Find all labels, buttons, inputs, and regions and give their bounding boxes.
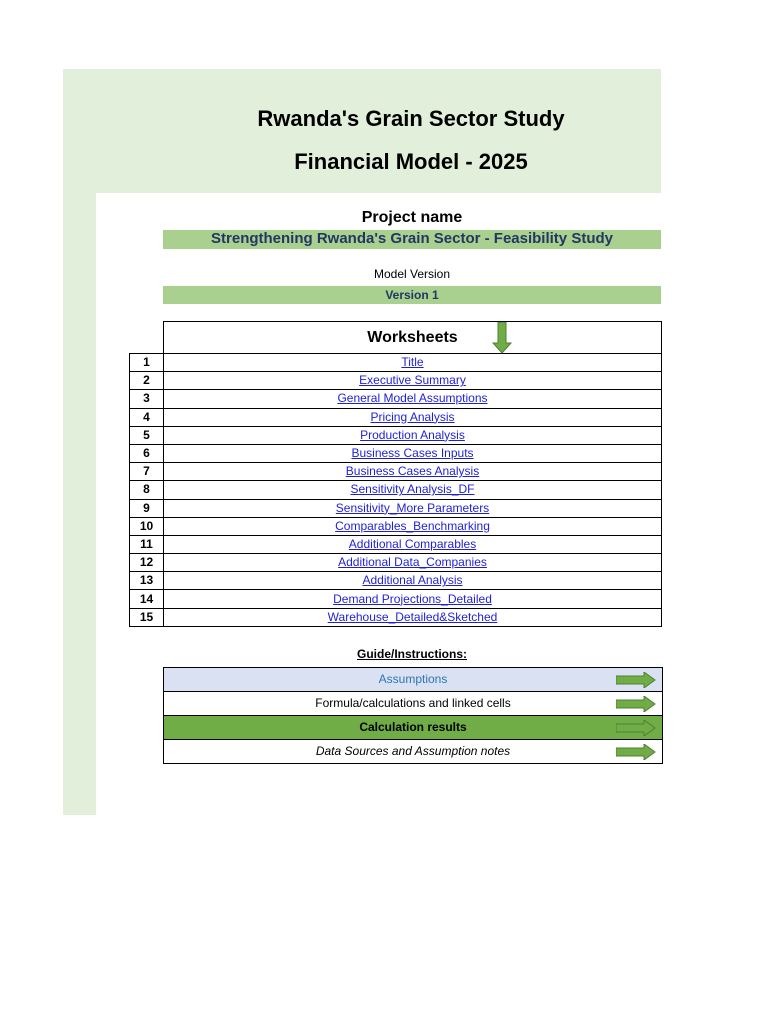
worksheet-row — [130, 535, 662, 553]
page-title: Rwanda's Grain Sector Study — [257, 106, 565, 131]
worksheet-number: 11 — [130, 535, 164, 553]
worksheet-link-cell — [164, 554, 662, 572]
worksheet-link[interactable]: Additional Data_Companies — [338, 555, 487, 570]
guide-row — [164, 692, 662, 716]
worksheets-header-row — [130, 322, 662, 354]
worksheet-number: 4 — [130, 408, 164, 426]
worksheet-link-cell — [164, 426, 662, 444]
worksheets-header — [164, 322, 662, 354]
arrow-right-icon — [616, 696, 656, 712]
worksheet-row — [130, 408, 662, 426]
worksheet-link-cell — [164, 481, 662, 499]
worksheet-row — [130, 608, 662, 626]
worksheet-link-cell — [164, 372, 662, 390]
worksheet-link-cell — [164, 572, 662, 590]
worksheet-link-cell — [164, 590, 662, 608]
arrow-down-icon — [492, 322, 512, 354]
project-name-value: Strengthening Rwanda's Grain Sector - Feasibility Study — [163, 230, 661, 249]
guide-label: Calculation results — [359, 720, 467, 734]
left-margin-band — [63, 193, 96, 815]
worksheet-row — [130, 444, 662, 462]
worksheet-row — [130, 463, 662, 481]
worksheet-row — [130, 554, 662, 572]
guide-label: Assumptions — [378, 672, 448, 686]
worksheet-number: 2 — [130, 372, 164, 390]
guide-title: Guide/Instructions: — [356, 647, 467, 661]
worksheet-link-cell — [164, 354, 662, 372]
model-version-label: Model Version — [373, 267, 451, 281]
worksheet-number: 14 — [130, 590, 164, 608]
worksheet-number: 1 — [130, 354, 164, 372]
worksheet-link[interactable]: Sensitivity_More Parameters — [335, 500, 490, 515]
worksheet-link[interactable]: Additional Comparables — [348, 536, 477, 551]
guide-row — [164, 716, 662, 740]
worksheet-number: 6 — [130, 444, 164, 462]
guide-row — [164, 668, 662, 692]
guide-legend — [163, 667, 663, 764]
worksheet-link-cell — [164, 517, 662, 535]
worksheet-link-cell — [164, 535, 662, 553]
worksheet-link[interactable]: Comparables_Benchmarking — [335, 518, 490, 533]
worksheet-link[interactable]: Executive Summary — [359, 373, 466, 388]
worksheet-number: 10 — [130, 517, 164, 535]
arrow-right-icon — [616, 720, 656, 736]
arrow-right-icon — [616, 672, 656, 688]
worksheet-link[interactable]: Demand Projections_Detailed — [333, 591, 492, 606]
guide-label: Data Sources and Assumption notes — [315, 744, 511, 758]
worksheet-number: 8 — [130, 481, 164, 499]
worksheet-link[interactable]: Sensitivity Analysis_DF — [350, 482, 475, 497]
worksheet-row — [130, 517, 662, 535]
worksheet-link[interactable]: General Model Assumptions — [337, 391, 488, 406]
model-version-value: Version 1 — [163, 286, 661, 304]
worksheet-link[interactable]: Additional Analysis — [362, 573, 463, 588]
worksheet-link-cell — [164, 444, 662, 462]
worksheet-link[interactable]: Pricing Analysis — [370, 409, 455, 424]
worksheet-link[interactable]: Warehouse_Detailed&Sketched — [327, 609, 498, 624]
worksheet-row — [130, 499, 662, 517]
worksheet-row — [130, 354, 662, 372]
arrow-right-icon — [616, 744, 656, 760]
worksheets-table — [129, 321, 662, 627]
header-spacer — [130, 322, 164, 354]
worksheet-number: 12 — [130, 554, 164, 572]
worksheet-link[interactable]: Production Analysis — [360, 427, 465, 442]
worksheet-number: 3 — [130, 390, 164, 408]
worksheet-link-cell — [164, 608, 662, 626]
worksheet-row — [130, 590, 662, 608]
worksheet-link-cell — [164, 499, 662, 517]
guide-label: Formula/calculations and linked cells — [315, 696, 511, 710]
worksheet-number: 7 — [130, 463, 164, 481]
worksheet-link[interactable]: Business Cases Inputs — [351, 446, 474, 461]
worksheet-link-cell — [164, 408, 662, 426]
worksheet-link[interactable]: Title — [401, 355, 424, 370]
worksheet-row — [130, 481, 662, 499]
worksheet-row — [130, 426, 662, 444]
worksheet-row — [130, 572, 662, 590]
worksheet-link[interactable]: Business Cases Analysis — [345, 464, 480, 479]
guide-row — [164, 740, 662, 763]
worksheet-number: 5 — [130, 426, 164, 444]
worksheet-number: 9 — [130, 499, 164, 517]
worksheet-link-cell — [164, 390, 662, 408]
worksheet-number: 13 — [130, 572, 164, 590]
page-subtitle: Financial Model - 2025 — [294, 149, 528, 174]
worksheet-row — [130, 372, 662, 390]
worksheet-link-cell — [164, 463, 662, 481]
worksheet-number: 15 — [130, 608, 164, 626]
project-name-label: Project name — [361, 209, 463, 226]
worksheets-header-label: Worksheets — [367, 329, 458, 346]
worksheet-row — [130, 390, 662, 408]
